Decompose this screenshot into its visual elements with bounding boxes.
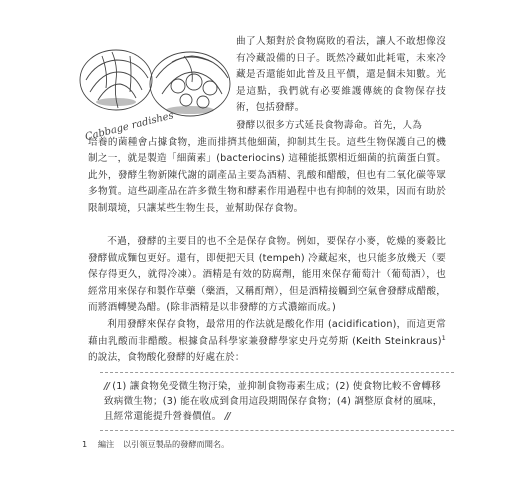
- block-quote: [100, 372, 454, 431]
- paragraph-body: 培養的菌種會占據食物，進而排擠其他細菌，抑制其生長。這些生物保護自己的機制之一，就是製造「細菌素」(bacteriocins) 這種能抵禦相近細菌的抗菌蛋白質。此外，發酵生物新陳代謝的副產品主要為酒精、乳酸和醋酸，但也有二氧化碳等眾多物質。這些副產品在許多微生物和酵素作用過程中也有抑制的效果，因而有助於限制環境，只讓某些生物生長，並幫助保存食物。: [88, 136, 446, 214]
- footnote-number: 1: [82, 439, 88, 449]
- paragraph-acidification: [88, 317, 446, 367]
- footnote-text: 以引領豆製品的發酵而聞名。: [122, 439, 230, 449]
- illustration-caption: Cabbage radishes: [84, 110, 175, 143]
- footnote-reference: 1: [441, 333, 446, 342]
- footnote-tag: 編注: [97, 439, 115, 449]
- paragraph-acidification-tail: 的說法，食物酸化發酵的好處在於：: [88, 352, 245, 364]
- paragraph-refrigeration: 曲了人類對於食物腐敗的看法，讓人不敢想像沒有冷藏設備的日子。既然冷藏如此耗電，未來冷藏是否還能如此普及且平價，還是個未知數。光是這點，我們就有必要維護傳統的食物保存技術，包括發酵。: [236, 36, 446, 114]
- footnote: [82, 438, 462, 450]
- paragraph-preservation-purpose: 不過，發酵的主要目的也不全是保存食物。例如，要保存小麥，乾燥的麥穀比發酵做成麵包更好。還有，即便把天貝 (tempeh) 冷藏起來，也只能多放幾天（要保存得更久，就得冷凍）。酒精是有效的防腐劑，能用來保存葡萄汁（葡萄酒），也經常用來保存和製作草藥（藥酒，又稱酊劑），但是酒精接觸到空氣會發酵成醋酸，而將酒轉變為醋。(除非酒精是以非發酵的方式濃縮而成。): [88, 236, 446, 314]
- paragraph-fermentation-methods: [88, 118, 446, 218]
- quote-close-mark: //: [224, 411, 230, 422]
- paragraph-acidification-text: 利用發酵來保存食物，最常用的作法就是酸化作用 (acidification)，而這更常藉由乳酸而非醋酸。根據食品科學家兼發酵學家史丹克勞斯 (Keith Steinkraus): [88, 319, 446, 347]
- paragraph-lead: 發酵以很多方式延長食物壽命。首先，人為: [236, 120, 423, 131]
- quote-open-mark: //: [104, 381, 110, 392]
- quote-text: (1) 讓食物免受微生物汙染，並抑制食物毒素生成；(2) 使食物比較不會轉移致病微生物；(3) 能在收成到食用這段期間保存食物；(4) 調整原食材的風味，且經常還能提升營養價值。: [104, 381, 443, 422]
